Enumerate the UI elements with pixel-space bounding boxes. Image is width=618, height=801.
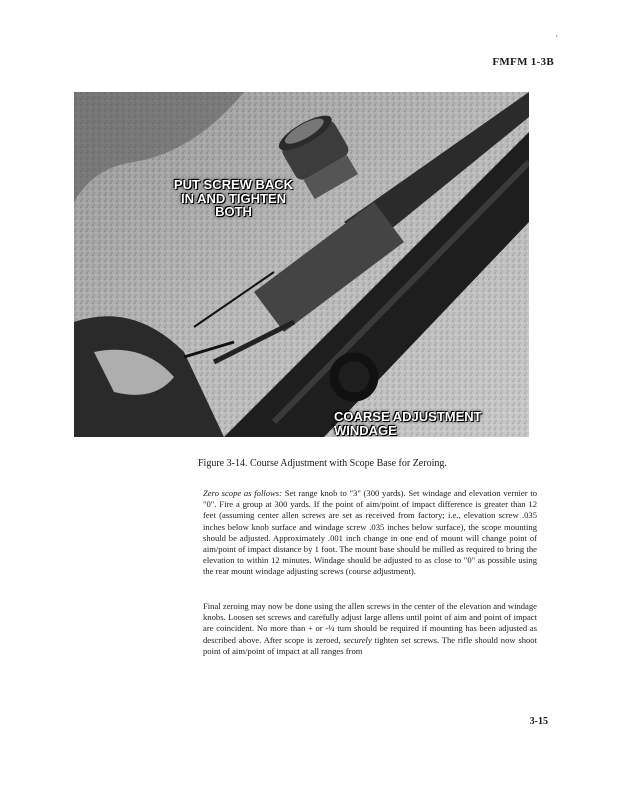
rifle-scope-illustration bbox=[74, 92, 529, 437]
paragraph-zero-scope bbox=[203, 488, 537, 578]
paragraph-final-zeroing bbox=[203, 601, 537, 657]
callout-coarse-windage: COARSE ADJUSTMENT WINDAGE bbox=[334, 409, 482, 437]
corner-mark: · bbox=[555, 32, 558, 41]
emphasis-securely: securely bbox=[343, 634, 372, 645]
paragraph-text: tighten set screws. The rifle should now shoot point of aim/point of impact at all ranges from bbox=[203, 634, 537, 656]
paragraph-text: Set range knob to "3" (300 yards). Set windage and elevation vernier to "0". Fire a group at 300 yards. If the point of aim/point of impact difference is greater than 12 feet (assuming center allen screws are set as received from factory; i.e., elevation screw .035 inches below knob surface and windage screw .035 inches below surface), the scope mounting should be adjusted. Approximately .001 inch change in one end of mount will change point of aim/point of impact distance by 1 foot. The mount base should be milled as required to bring the elevation to within 12 minutes. Windage should be adjusted to as close to "0" as possible using the rear mount windage adjusting screws (course adjustment). bbox=[203, 488, 537, 577]
document-code: FMFM 1-3B bbox=[492, 56, 554, 68]
page-number: 3-15 bbox=[529, 716, 548, 727]
paragraph-lead: Zero scope as follows: bbox=[203, 488, 282, 498]
callout-put-screw-back: PUT SCREW BACK IN AND TIGHTEN BOTH bbox=[173, 177, 294, 220]
figure-caption: Figure 3-14. Course Adjustment with Scope Base for Zeroing. bbox=[198, 458, 447, 469]
paragraph-text: Final zeroing may now be done using the allen screws in the center of the elevation and windage knobs. Loosen set screws and carefully adjust large allens until point of aim and point of impact are coincident. No more than + or -¼ turn should be required if mounting has been adjusted as described above. After scope is zeroed, bbox=[203, 601, 537, 645]
figure-photo bbox=[74, 92, 529, 437]
